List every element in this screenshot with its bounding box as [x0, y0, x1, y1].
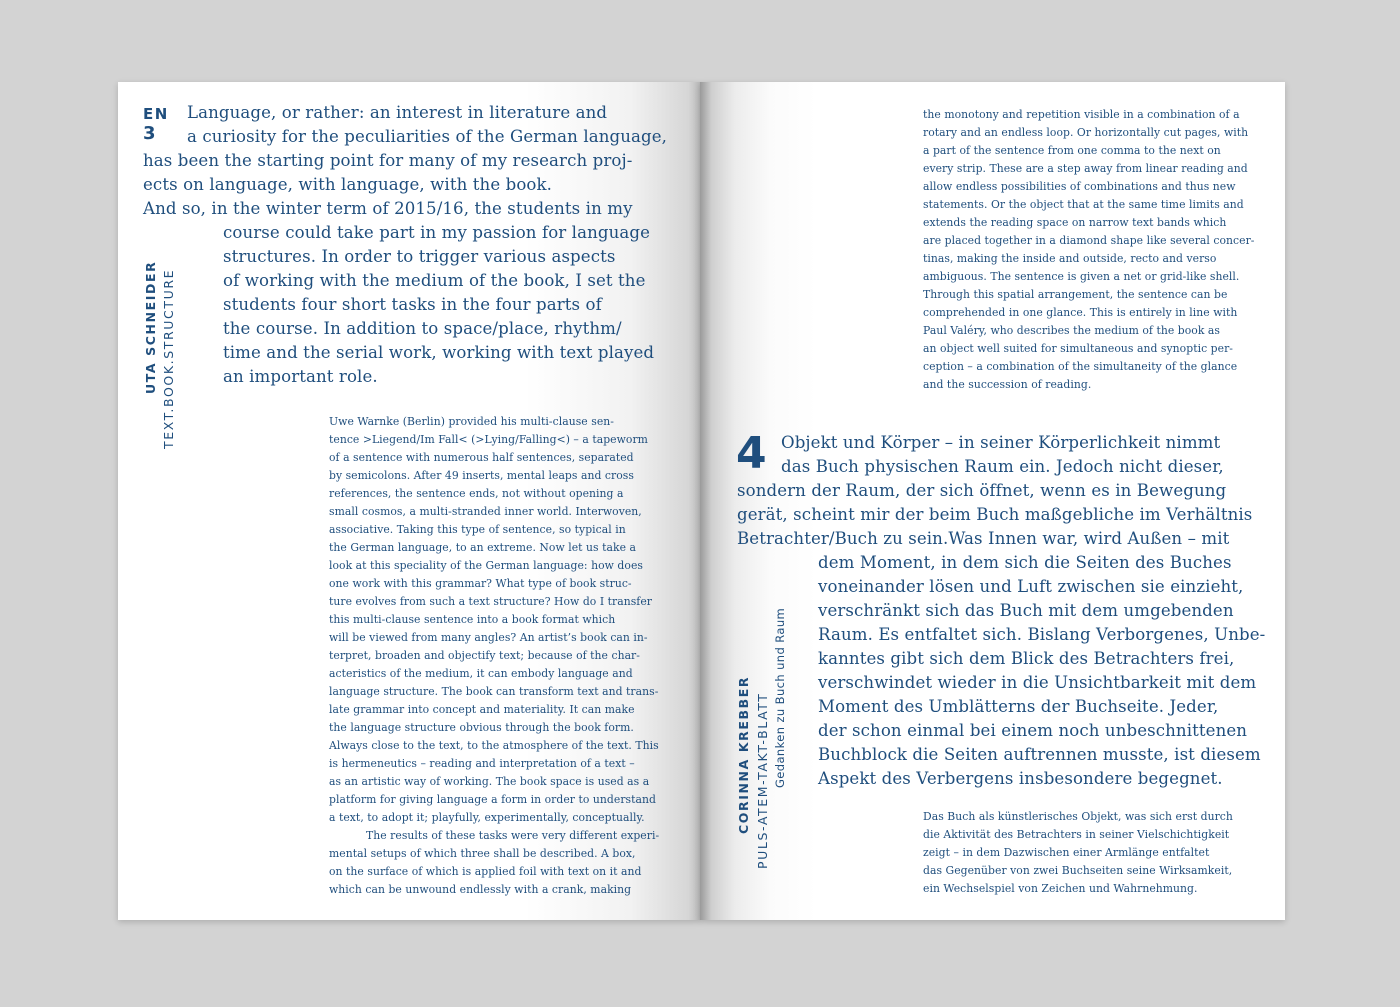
lead-line: Buchblock die Seiten auftrennen musste, ist diesem: [818, 745, 1261, 764]
body-line: Through this spatial arrangement, the sentence can be: [923, 288, 1228, 301]
lead-line: a curiosity for the peculiarities of the German language,: [187, 127, 668, 146]
body-line: ein Wechselspiel von Zeichen und Wahrnehmung.: [923, 882, 1198, 895]
section-number: 3: [143, 123, 158, 144]
body-line: Uwe Warnke (Berlin) provided his multi-clause sen-: [329, 415, 614, 428]
body-line: comprehended in one glance. This is entirely in line with: [923, 306, 1238, 319]
body-line: associative. Taking this type of sentence, so typical in: [329, 523, 626, 536]
body-line: terpret, broaden and objectify text; because of the char-: [329, 649, 640, 662]
lead-line: course could take part in my passion for language: [223, 223, 651, 242]
body-line: will be viewed from many angles? An artist’s book can in-: [329, 631, 648, 644]
section-number: 4: [736, 428, 767, 479]
body-line: and the succession of reading.: [923, 378, 1092, 391]
lead-line: has been the starting point for many of my research proj-: [143, 151, 633, 170]
lead-line: kanntes gibt sich dem Blick des Betrachters frei,: [818, 649, 1235, 668]
lead-line: voneinander lösen und Luft zwischen sie einzieht,: [818, 577, 1244, 596]
lead-paragraph: [118, 101, 700, 389]
lead-line: Aspekt des Verbergens insbesondere begegnet.: [818, 769, 1223, 788]
body-line: a text, to adopt it; playfully, experimentally, conceptually.: [329, 811, 645, 824]
body-line: Das Buch als künstlerisches Objekt, was sich erst durch: [923, 810, 1233, 823]
body-line: Always close to the text, to the atmosphere of the text. This: [329, 739, 659, 752]
body-line: are placed together in a diamond shape like several concer-: [923, 234, 1255, 247]
lead-line: of working with the medium of the book, I set the: [223, 271, 646, 290]
body-line: The results of these tasks were very different experi-: [366, 829, 660, 842]
body-line: mental setups of which three shall be described. A box,: [329, 847, 636, 860]
lead-paragraph: [700, 428, 1285, 791]
lead-line: sondern der Raum, der sich öffnet, wenn es in Bewegung: [737, 481, 1227, 500]
lead-line: Objekt und Körper – in seiner Körperlichkeit nimmt: [781, 433, 1221, 452]
continued-body-text: [923, 106, 1255, 394]
lead-line: Raum. Es entfaltet sich. Bislang Verborgenes, Unbe-: [818, 625, 1266, 644]
body-line: late grammar into concept and materiality. It can make: [329, 703, 635, 716]
body-line: rotary and an endless loop. Or horizontally cut pages, with: [923, 126, 1249, 139]
body-line: statements. Or the object that at the same time limits and: [923, 198, 1244, 211]
body-line: the language structure obvious through the book form.: [329, 721, 634, 734]
body-line: the monotony and repetition visible in a combination of a: [923, 108, 1240, 121]
body-line: a part of the sentence from one comma to the next on: [923, 144, 1221, 157]
body-text: [329, 413, 659, 899]
body-line: one work with this grammar? What type of book struc-: [329, 577, 632, 590]
lead-line: an important role.: [223, 367, 378, 386]
lead-line: the course. In addition to space/place, rhythm/: [223, 319, 622, 338]
right-page: [700, 82, 1285, 920]
body-line: of a sentence with numerous half sentences, separated: [329, 451, 634, 464]
article-title: PULS-ATEM-TAKT-BLATT: [755, 692, 770, 869]
body-line: platform for giving language a form in order to understand: [329, 793, 656, 806]
body-line: on the surface of which is applied foil with text on it and: [329, 865, 642, 878]
body-text: [923, 808, 1233, 898]
article-title: TEXT.BOOK.STRUCTURE: [161, 268, 176, 449]
body-line: this multi-clause sentence into a book format which: [329, 613, 616, 626]
body-line: by semicolons. After 49 inserts, mental leaps and cross: [329, 469, 634, 482]
lead-line: gerät, scheint mir der beim Buch maßgebliche im Verhältnis: [737, 505, 1253, 524]
body-line: which can be unwound endlessly with a crank, making: [329, 883, 632, 896]
body-line: extends the reading space on narrow text bands which: [923, 216, 1227, 229]
article-subtitle: Gedanken zu Buch und Raum: [773, 607, 787, 788]
section-language-tag: EN: [143, 105, 169, 123]
lead-line: Betrachter/Buch zu sein.Was Innen war, wird Außen – mit: [737, 529, 1230, 548]
body-line: as an artistic way of working. The book space is used as a: [329, 775, 650, 788]
lead-line: students four short tasks in the four parts of: [223, 295, 602, 314]
lead-line: Moment des Umblätterns der Buchseite. Jeder,: [818, 697, 1219, 716]
body-line: ambiguous. The sentence is given a net or grid-like shell.: [923, 270, 1240, 283]
body-line: the German language, to an extreme. Now let us take a: [329, 541, 637, 554]
body-line: acteristics of the medium, it can embody language and: [329, 667, 633, 680]
body-line: Paul Valéry, who describes the medium of the book as: [923, 324, 1220, 337]
lead-line: verschränkt sich das Buch mit dem umgebenden: [818, 601, 1234, 620]
lead-line: Language, or rather: an interest in literature and: [187, 103, 608, 122]
body-line: an object well suited for simultaneous and synoptic per-: [923, 342, 1233, 355]
body-line: tinas, making the inside and outside, recto and verso: [923, 252, 1217, 265]
author-name: UTA SCHNEIDER: [143, 260, 158, 394]
body-line: every strip. These are a step away from linear reading and: [923, 162, 1248, 175]
body-line: language structure. The book can transform text and trans-: [329, 685, 659, 698]
lead-line: time and the serial work, working with text played: [223, 343, 655, 362]
lead-line: verschwindet wieder in die Unsichtbarkeit mit dem: [818, 673, 1257, 692]
lead-line: der schon einmal bei einem noch unbeschnittenen: [818, 721, 1248, 740]
lead-line: And so, in the winter term of 2015/16, the students in my: [143, 199, 633, 218]
body-line: das Gegenüber von zwei Buchseiten seine Wirksamkeit,: [923, 864, 1233, 877]
body-line: allow endless possibilities of combinations and thus new: [923, 180, 1236, 193]
lead-line: structures. In order to trigger various aspects: [223, 247, 616, 266]
body-line: tence >Liegend/Im Fall< (>Lying/Falling<) – a tapeworm: [329, 433, 648, 446]
body-line: ception – a combination of the simultaneity of the glance: [923, 360, 1238, 373]
body-line: references, the sentence ends, not without opening a: [329, 487, 624, 500]
body-line: look at this speciality of the German language: how does: [329, 559, 643, 572]
author-name: CORINNA KREBBER: [736, 675, 751, 834]
lead-line: das Buch physischen Raum ein. Jedoch nicht dieser,: [781, 457, 1224, 476]
body-line: ture evolves from such a text structure? How do I transfer: [329, 595, 653, 608]
body-line: zeigt – in dem Dazwischen einer Armlänge entfaltet: [923, 846, 1210, 859]
left-page: [118, 82, 700, 920]
body-line: die Aktivität des Betrachters in seiner Vielschichtigkeit: [923, 828, 1230, 841]
body-line: is hermeneutics – reading and interpretation of a text –: [329, 757, 635, 770]
lead-line: ects on language, with language, with the book.: [143, 175, 553, 194]
lead-line: dem Moment, in dem sich die Seiten des Buches: [818, 553, 1232, 572]
body-line: small cosmos, a multi-stranded inner world. Interwoven,: [329, 505, 642, 518]
